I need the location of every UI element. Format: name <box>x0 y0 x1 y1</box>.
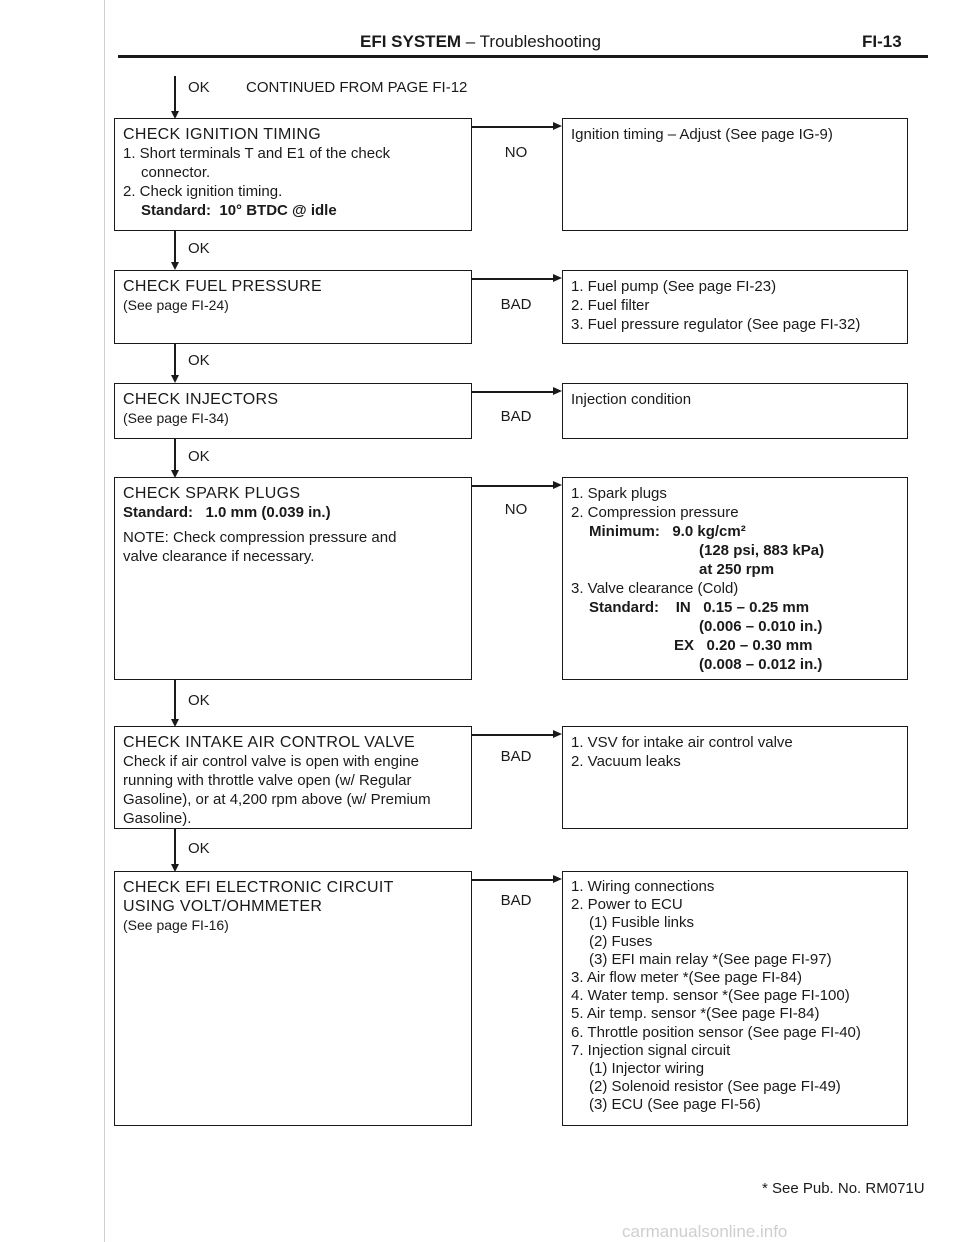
arrow-right-icon <box>553 274 562 282</box>
step-title: CHECK INTAKE AIR CONTROL VALVE <box>123 734 416 751</box>
result-line: (3) EFI main relay *(See page FI-97) <box>589 950 832 968</box>
note-line: NOTE: Check compression pressure and <box>123 529 397 546</box>
result-line: Ignition timing – Adjust (See page IG-9) <box>571 126 833 143</box>
branch-label: BAD <box>500 408 532 425</box>
minimum-line: (128 psi, 883 kPa) <box>699 542 825 559</box>
flow-connector <box>174 680 176 722</box>
arrow-right-icon <box>553 122 562 130</box>
result-line: 3. Air flow meter *(See page FI-84) <box>571 969 802 987</box>
arrow-down-icon <box>171 262 179 270</box>
result-line: (1) Injector wiring <box>589 1060 705 1078</box>
watermark: carmanualsonline.info <box>622 1222 788 1241</box>
branch-connector <box>472 391 554 393</box>
result-line: 4. Water temp. sensor *(See page FI-100) <box>571 987 850 1005</box>
ok-label: OK <box>188 692 210 709</box>
standard-in-line: (0.006 – 0.010 in.) <box>699 618 823 635</box>
minimum-line: at 250 rpm <box>699 561 775 578</box>
branch-connector <box>472 278 554 280</box>
binding-line <box>104 0 105 1242</box>
standard-ex-line: (0.008 – 0.012 in.) <box>699 656 823 673</box>
step-title: CHECK EFI ELECTRONIC CIRCUIT <box>123 879 394 896</box>
arrow-right-icon <box>553 730 562 738</box>
standard-in-line: Standard: IN 0.15 – 0.25 mm <box>589 599 810 616</box>
standard-ex-line: EX 0.20 – 0.30 mm <box>674 637 813 654</box>
arrow-right-icon <box>553 875 562 883</box>
result-line: 2. Fuel filter <box>571 297 650 314</box>
result-line: 5. Air temp. sensor *(See page FI-84) <box>571 1005 820 1023</box>
result-line: 6. Throttle position sensor (See page FI-40) <box>571 1023 861 1041</box>
standard-line: Standard: 10° BTDC @ idle <box>141 202 337 219</box>
branch-connector <box>472 879 554 881</box>
page-number: FI-13 <box>862 32 902 51</box>
result-line: 3. Valve clearance (Cold) <box>571 580 739 597</box>
result-line: (2) Fuses <box>589 932 653 950</box>
page-ref: (See page FI-34) <box>123 410 229 426</box>
flow-connector <box>174 829 176 867</box>
result-intake-air-control-valve <box>562 726 908 829</box>
branch-label: BAD <box>500 748 532 765</box>
result-fuel-pressure <box>562 270 908 344</box>
branch-label: BAD <box>500 296 532 313</box>
result-line: 2. Vacuum leaks <box>571 753 681 770</box>
branch-label: NO <box>504 501 528 518</box>
step-title: CHECK IGNITION TIMING <box>123 126 322 143</box>
flow-connector <box>174 231 176 265</box>
arrow-down-icon <box>171 375 179 383</box>
step-line: Check if air control valve is open with engine <box>123 753 419 770</box>
result-efi-electronic-circuit <box>562 871 908 1126</box>
arrow-right-icon <box>553 387 562 395</box>
step-line: connector. <box>141 164 211 181</box>
step-line: Gasoline), or at 4,200 rpm above (w/ Premium <box>123 791 431 808</box>
result-line: 1. Wiring connections <box>571 878 715 895</box>
branch-connector <box>472 485 554 487</box>
result-line: 1. Fuel pump (See page FI-23) <box>571 278 777 295</box>
page-header-title: EFI SYSTEM – Troubleshooting <box>360 32 601 51</box>
result-line: 1. VSV for intake air control valve <box>571 734 793 751</box>
continued-note: CONTINUED FROM PAGE FI-12 <box>246 79 468 96</box>
result-spark-plugs <box>562 477 908 680</box>
branch-label: BAD <box>500 892 532 909</box>
flow-connector <box>174 76 176 114</box>
note-line: valve clearance if necessary. <box>123 548 315 565</box>
ok-label: OK <box>188 240 210 257</box>
step-title: CHECK SPARK PLUGS <box>123 485 301 502</box>
flow-connector <box>174 439 176 473</box>
flow-connector <box>174 344 176 378</box>
step-intake-air-control-valve <box>114 726 472 829</box>
result-line: 1. Spark plugs <box>571 485 667 502</box>
step-ignition-timing <box>114 118 472 231</box>
header-rule <box>118 55 928 58</box>
step-fuel-pressure <box>114 270 472 344</box>
step-line: 1. Short terminals T and E1 of the check <box>123 145 391 162</box>
step-title: CHECK INJECTORS <box>123 391 279 408</box>
ok-label: OK <box>188 79 210 96</box>
branch-label: NO <box>504 144 528 161</box>
branch-connector <box>472 734 554 736</box>
ok-label: OK <box>188 352 210 369</box>
result-line: 2. Power to ECU <box>571 896 683 914</box>
footnote: * See Pub. No. RM071U <box>762 1180 925 1197</box>
step-title: USING VOLT/OHMMETER <box>123 898 323 915</box>
result-line: (3) ECU (See page FI-56) <box>589 1096 761 1114</box>
result-line: 2. Compression pressure <box>571 504 739 521</box>
result-line: 7. Injection signal circuit <box>571 1041 731 1059</box>
result-line: 3. Fuel pressure regulator (See page FI-32) <box>571 316 861 333</box>
step-line: 2. Check ignition timing. <box>123 183 283 200</box>
arrow-right-icon <box>553 481 562 489</box>
step-title: CHECK FUEL PRESSURE <box>123 278 322 295</box>
step-line: running with throttle valve open (w/ Regular <box>123 772 412 789</box>
step-spark-plugs <box>114 477 472 680</box>
result-injectors <box>562 383 908 439</box>
branch-connector <box>472 126 554 128</box>
result-line: (1) Fusible links <box>589 914 695 932</box>
result-ignition-timing <box>562 118 908 231</box>
step-injectors <box>114 383 472 439</box>
minimum-line: Minimum: 9.0 kg/cm² <box>589 523 746 540</box>
page-ref: (See page FI-24) <box>123 297 229 313</box>
page-ref: (See page FI-16) <box>123 917 229 933</box>
step-line: Gasoline). <box>123 810 192 827</box>
standard-line: Standard: 1.0 mm (0.039 in.) <box>123 504 331 521</box>
ok-label: OK <box>188 448 210 465</box>
result-line: (2) Solenoid resistor (See page FI-49) <box>589 1078 841 1096</box>
ok-label: OK <box>188 840 210 857</box>
step-efi-electronic-circuit <box>114 871 472 1126</box>
result-line: Injection condition <box>571 391 692 408</box>
